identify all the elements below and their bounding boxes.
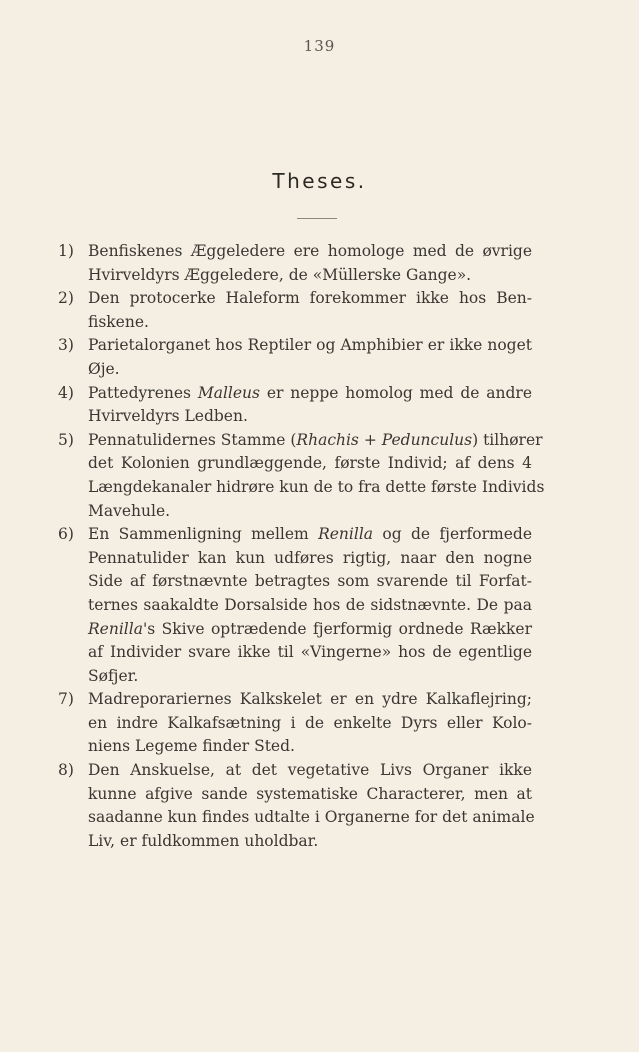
thesis-line: Mavehule. bbox=[88, 501, 171, 520]
thesis-line: En Sammenligning mellem Renilla og de fjerformede bbox=[88, 525, 533, 544]
thesis-line: Renilla's Skive optrædende fjerformig ordnede Rækker bbox=[88, 619, 532, 638]
page-title: Theses. bbox=[272, 169, 367, 193]
thesis-line: af Individer svare ikke til «Vingerne» hos de egentlige bbox=[88, 643, 532, 662]
thesis-line: Hvirveldyrs Æggeledere, de «Müllerske Gange». bbox=[88, 265, 472, 284]
thesis-line: Længdekanaler hidrøre kun de to fra dette første Individs bbox=[88, 477, 545, 496]
thesis-2 bbox=[58, 287, 532, 334]
thesis-number: 6) bbox=[58, 525, 74, 544]
thesis-line: ternes saakaldte Dorsalside hos de sidstnævnte. De paa bbox=[88, 595, 532, 614]
thesis-3 bbox=[58, 334, 532, 381]
thesis-line: en indre Kalkafsætning i de enkelte Dyrs eller Kolo- bbox=[88, 713, 532, 732]
thesis-line: kunne afgive sande systematiske Characterer, men at bbox=[88, 784, 532, 803]
thesis-line: Den protocerke Haleform forekommer ikke hos Ben- bbox=[88, 289, 532, 308]
thesis-line: Madreporariernes Kalkskelet er en ydre Kalkaflejring; bbox=[88, 690, 532, 709]
thesis-line: Hvirveldyrs Ledben. bbox=[88, 407, 248, 426]
thesis-4 bbox=[58, 382, 532, 429]
thesis-line: Side af førstnævnte betragtes som svarende til Forfat- bbox=[88, 572, 532, 591]
thesis-line: Øje. bbox=[88, 359, 120, 378]
thesis-number: 5) bbox=[58, 430, 74, 449]
page-number: 139 bbox=[303, 37, 336, 55]
thesis-8 bbox=[58, 759, 535, 853]
thesis-line: det Kolonien grundlæggende, første Individ; af dens 4 bbox=[88, 454, 532, 473]
thesis-number: 8) bbox=[58, 761, 74, 780]
thesis-6 bbox=[58, 523, 532, 688]
thesis-number: 4) bbox=[58, 383, 74, 402]
thesis-line: Pennatulider kan kun udføres rigtig, naar den nogne bbox=[88, 548, 532, 567]
thesis-line: niens Legeme finder Sted. bbox=[88, 737, 295, 756]
thesis-number: 1) bbox=[58, 242, 74, 260]
thesis-number: 7) bbox=[58, 690, 74, 709]
thesis-7 bbox=[58, 688, 532, 759]
thesis-5 bbox=[58, 429, 545, 523]
thesis-number: 3) bbox=[58, 336, 74, 355]
thesis-line: fiskene. bbox=[88, 312, 149, 331]
thesis-number: 2) bbox=[58, 289, 74, 308]
theses-list bbox=[58, 240, 545, 853]
thesis-line: Den Anskuelse, at det vegetative Livs Organer ikke bbox=[88, 761, 532, 780]
thesis-line: saadanne kun findes udtalte i Organerne for det animale bbox=[88, 808, 535, 827]
thesis-line: Liv, er fuldkommen uholdbar. bbox=[88, 831, 319, 850]
thesis-1 bbox=[58, 240, 532, 287]
title-divider bbox=[297, 218, 337, 219]
thesis-line: Benfiskenes Æggeledere ere homologe med de øvrige bbox=[88, 242, 532, 260]
thesis-line: Søfjer. bbox=[88, 666, 139, 685]
thesis-line: Parietalorganet hos Reptiler og Amphibier er ikke noget bbox=[88, 336, 532, 355]
thesis-line: Pennatulidernes Stamme (Rhachis + Pedunculus) tilhører bbox=[88, 430, 543, 449]
thesis-line: Pattedyrenes Malleus er neppe homolog med de andre bbox=[88, 383, 532, 402]
